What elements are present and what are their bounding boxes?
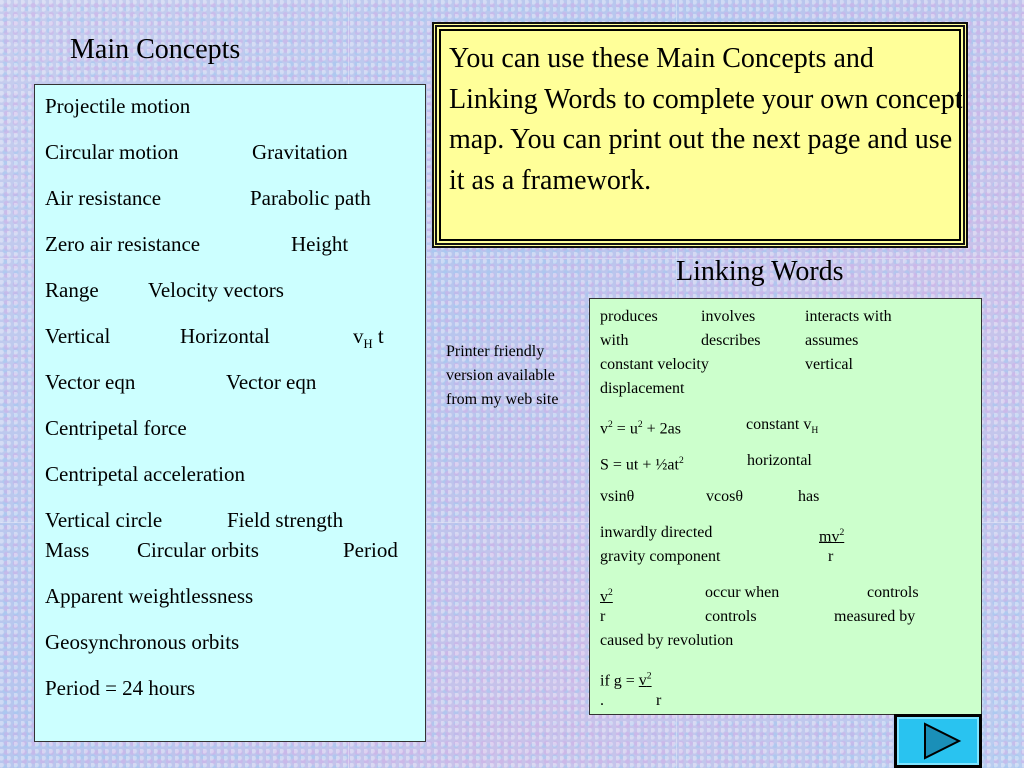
concept-item: Vertical — [45, 324, 111, 348]
linking-word: has — [798, 488, 820, 505]
linking-word: inwardly directed — [600, 524, 713, 541]
eq-part: v — [638, 672, 647, 690]
fraction-v2-numerator — [639, 672, 652, 689]
eq-part: S = ut + ½at — [600, 456, 679, 474]
printer-friendly-note: Printer friendly version available from my web site — [446, 343, 559, 408]
linking-row — [600, 305, 981, 329]
concept-item: Vector eqn — [226, 370, 317, 394]
linking-word: vcosθ — [706, 488, 743, 505]
concept-row — [45, 275, 425, 305]
equation-s — [600, 449, 684, 477]
concept-row — [45, 137, 425, 167]
concept-item: Projectile motion — [45, 94, 191, 118]
fraction-denominator: r — [600, 608, 606, 625]
concept-item: Range — [45, 278, 99, 302]
concept-item: Circular motion — [45, 140, 179, 164]
linking-word: vsinθ — [600, 488, 635, 505]
eq-subscript: H — [811, 425, 819, 437]
linking-word: constant velocity — [600, 356, 709, 373]
linking-row — [600, 605, 981, 629]
eq-superscript: 2 — [678, 455, 684, 466]
concept-item: Air resistance — [45, 186, 162, 210]
linking-row — [600, 413, 981, 437]
linking-word: involves — [701, 308, 756, 325]
concept-item: Horizontal — [180, 324, 270, 348]
linking-row — [600, 665, 981, 689]
linking-row — [600, 545, 981, 569]
concept-item: Centripetal acceleration — [45, 462, 245, 486]
play-triangle-shape — [925, 724, 959, 758]
concept-item: Height — [291, 232, 349, 256]
eq-superscript: 2 — [608, 419, 613, 430]
concept-row — [45, 535, 425, 565]
linking-word: horizontal — [747, 452, 812, 469]
concept-item: Mass — [45, 538, 90, 562]
linking-word: assumes — [805, 332, 859, 349]
concept-row — [45, 627, 425, 657]
concept-row — [45, 229, 425, 259]
concept-item: Apparent weightlessness — [45, 584, 254, 608]
main-concepts-heading: Main Concepts — [70, 34, 241, 65]
concept-item: Period = 24 hours — [45, 676, 196, 700]
linking-word: interacts with — [805, 308, 892, 325]
linking-word: produces — [600, 308, 658, 325]
equation-v2 — [600, 413, 681, 441]
concept-item: Circular orbits — [137, 538, 259, 562]
vh-subscript: H — [363, 337, 373, 352]
instruction-text: You can use these Main Concepts and Linking Words to complete your own concept map. You can print out the next page and use it as a framework. — [449, 43, 963, 196]
concept-item-vh-t — [353, 321, 384, 359]
linking-row — [600, 629, 981, 653]
concept-item: Vertical circle — [45, 508, 163, 532]
eq-part: constant v — [746, 416, 812, 433]
next-button-face[interactable] — [897, 717, 979, 765]
linking-row — [600, 689, 981, 713]
dot-mark: . — [600, 692, 604, 709]
eq-part: if g = — [600, 672, 639, 690]
linking-word: describes — [701, 332, 761, 349]
linking-row — [600, 377, 981, 401]
linking-word: occur when — [705, 584, 780, 601]
concept-row — [45, 367, 425, 397]
eq-part: = u — [612, 420, 638, 438]
concept-item: Zero air resistance — [45, 232, 201, 256]
concept-row — [45, 413, 425, 443]
eq-part: mv — [819, 528, 840, 546]
linking-word: displacement — [600, 380, 685, 397]
linking-row — [600, 521, 981, 545]
concept-item: Velocity vectors — [148, 278, 284, 302]
vh-base: v — [353, 324, 364, 348]
linking-word: controls — [705, 608, 757, 625]
concept-item: Period — [343, 538, 398, 562]
constant-vh — [746, 413, 818, 443]
concept-item: Centripetal force — [45, 416, 187, 440]
concept-row — [45, 505, 425, 535]
linking-words-box — [589, 298, 982, 715]
eq-superscript: 2 — [839, 527, 845, 538]
linking-word: gravity component — [600, 548, 721, 565]
concept-row — [45, 581, 425, 611]
linking-word: vertical — [805, 356, 853, 373]
instruction-note — [432, 22, 968, 248]
linking-word: measured by — [834, 608, 916, 625]
concept-item: Field strength — [227, 508, 344, 532]
concept-row — [45, 321, 425, 351]
concept-item: Vector eqn — [45, 370, 136, 394]
concept-row — [45, 459, 425, 489]
concept-row — [45, 91, 425, 121]
linking-row — [600, 329, 981, 353]
linking-word: with — [600, 332, 629, 349]
eq-superscript: 2 — [637, 419, 643, 430]
linking-row — [600, 485, 981, 509]
concept-item: Geosynchronous orbits — [45, 630, 240, 654]
fraction-denominator: r — [828, 548, 834, 565]
linking-word: caused by revolution — [600, 632, 734, 649]
play-triangle-icon — [899, 719, 977, 763]
linking-word: controls — [867, 584, 919, 601]
linking-words-heading: Linking Words — [676, 256, 844, 287]
vh-t: t — [377, 324, 384, 348]
eq-part: + 2as — [642, 420, 681, 438]
eq-superscript: 2 — [608, 587, 613, 598]
eq-superscript: 2 — [646, 671, 652, 682]
concept-item: Gravitation — [252, 140, 348, 164]
next-slide-button[interactable] — [894, 714, 982, 768]
eq-part: v — [600, 588, 608, 606]
linking-row — [600, 353, 981, 377]
linking-row — [600, 449, 981, 473]
main-concepts-box — [34, 84, 426, 742]
concept-row — [45, 183, 425, 213]
eq-part: v — [600, 420, 608, 438]
fraction-denominator: r — [656, 692, 662, 709]
linking-row — [600, 581, 981, 605]
concept-row — [45, 673, 425, 703]
concept-item: Parabolic path — [250, 186, 371, 210]
